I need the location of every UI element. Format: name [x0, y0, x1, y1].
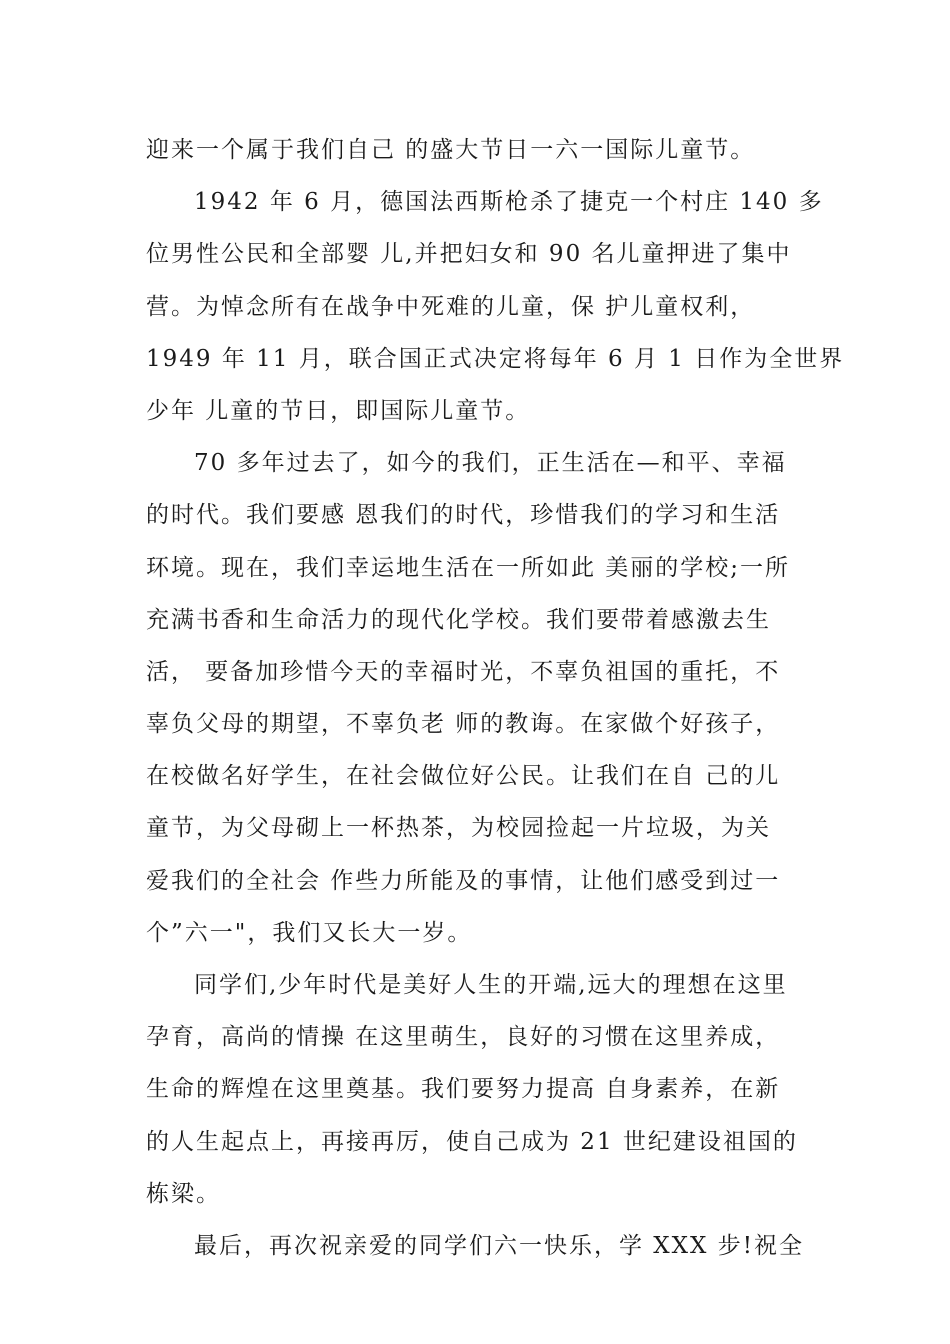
text-line: 最后，再次祝亲爱的同学们六一快乐，学 XXX 步!祝全 [194, 1232, 804, 1259]
text-line: 迎来一个属于我们自己 的盛大节日一六一国际儿童节。 [146, 137, 756, 163]
text-line: 的人生起点上，再接再厉，使自己成为 21 世纪建设祖国的 [146, 1128, 798, 1155]
text-line: 栋梁。 [146, 1180, 221, 1207]
text-line: 的时代。我们要感 恩我们的时代，珍惜我们的学习和生活 [146, 502, 781, 529]
text-line: 环境。现在，我们幸运地生活在一所如此 美丽的学校;一所 [146, 554, 791, 581]
text-line: 位男性公民和全部婴 儿,并把妇女和 90 名儿童押进了集中 [146, 241, 792, 268]
text-line: 爱我们的全社会 作些力所能及的事情，让他们感受到过一 [146, 867, 781, 894]
text-line: 童节，为父母砌上一杯热茶，为校园捡起一片垃圾，为关 [146, 815, 771, 842]
text-line: 1942 年 6 月，德国法西斯枪杀了捷克一个村庄 140 多 [194, 189, 824, 216]
text-line: 生命的辉煌在这里奠基。我们要努力提高 自身素养，在新 [146, 1076, 781, 1103]
text-line: 营。为悼念所有在战争中死难的儿童，保 护儿童权利， [146, 293, 756, 320]
text-line: 在校做名好学生，在社会做位好公民。让我们在自 己的儿 [146, 763, 781, 790]
text-line: 孕育，高尚的情操 在这里萌生，良好的习惯在这里养成， [146, 1024, 781, 1051]
text-line: 同学们,少年时代是美好人生的开端,远大的理想在这里 [194, 972, 788, 998]
text-line: 充满书香和生命活力的现代化学校。我们要带着感激去生 [146, 606, 771, 633]
text-line: 1949 年 11 月，联合国正式决定将每年 6 月 1 日作为全世界 [146, 345, 845, 372]
text-line: 活， 要备加珍惜今天的幸福时光，不辜负祖国的重托，不 [146, 658, 781, 685]
text-line: 辜负父母的期望，不辜负老 师的教诲。在家做个好孩子， [146, 711, 781, 738]
text-line: 70 多年过去了，如今的我们，正生活在—和平、幸福 [194, 450, 787, 477]
text-line: 少年 儿童的节日，即国际儿童节。 [146, 397, 531, 424]
text-line: 个”六一"，我们又长大一岁。 [146, 919, 473, 946]
document-body [146, 124, 845, 1272]
